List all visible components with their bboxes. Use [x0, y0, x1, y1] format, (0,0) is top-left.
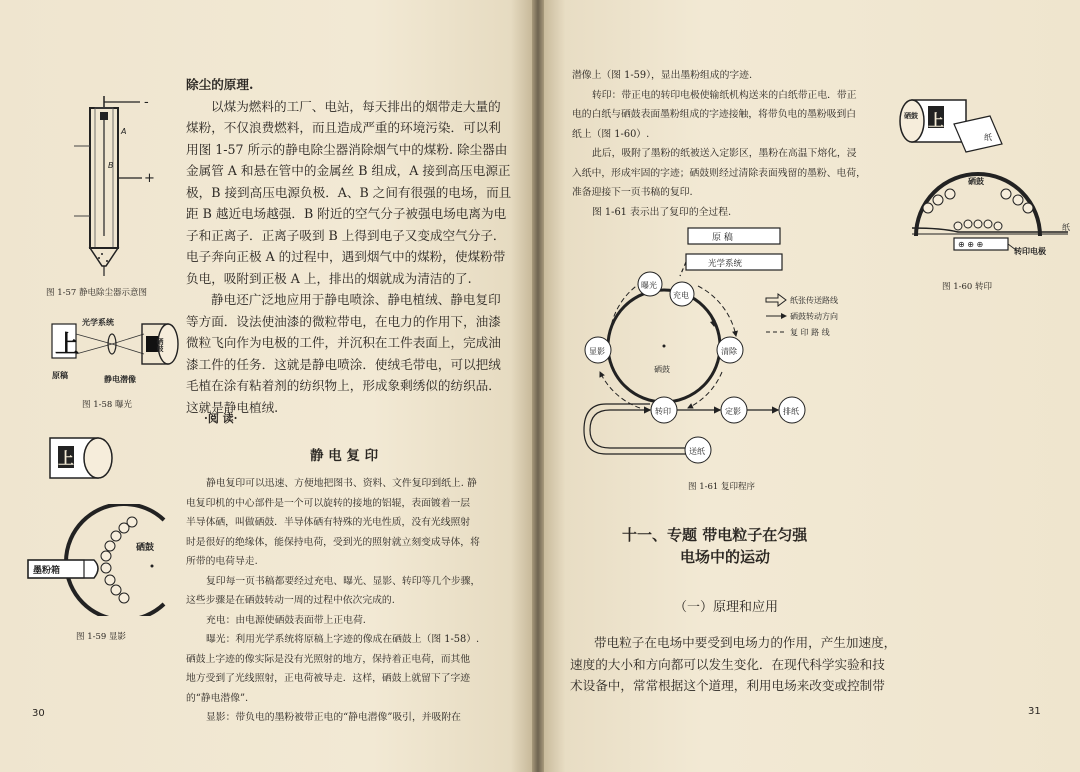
right-line: 潜像上（图 1-59），显出墨粉组成的字迹. [572, 70, 753, 81]
figure-1-60-transfer-diagram [898, 86, 1074, 282]
section-title-line2: 电场中的运动 [680, 548, 771, 566]
fig57-minus-label: - [144, 95, 149, 110]
intro-line: 微粒飞向作为电极的工件，并沉积在工件表面上，完成油 [186, 335, 501, 350]
fig58-drum-label: 硒鼓 [156, 338, 164, 352]
fig59-toner-label: 墨粉箱 [33, 566, 61, 576]
body-line: 带电粒子在电场中要受到电场力的作用，产生加速度， [594, 635, 897, 650]
subsection-title: （一）原理和应用 [674, 600, 779, 615]
right-page [544, 0, 1080, 772]
svg-text:⊕ ⊕ ⊕: ⊕ ⊕ ⊕ [958, 240, 984, 249]
fig60-caption: 图 1-60 转印 [942, 282, 993, 292]
figure-1-57-precipitator-diagram [44, 86, 174, 282]
reading-title: 静 电 复 印 [310, 448, 379, 464]
box-optics: 光学系统 [708, 259, 743, 269]
figure-1-61-copy-process-diagram [580, 222, 906, 480]
figure-1-59-developing-diagram [24, 504, 180, 616]
fig58-caption: 图 1-58 曝光 [82, 400, 133, 410]
intro-line: 毛植在涂有粘着剂的纺织物上，形成象剩绣似的纺织品． [186, 378, 501, 393]
page-number-right: 31 [1028, 706, 1041, 717]
fig61-caption: 图 1-61 复印程序 [688, 482, 756, 492]
intro-line: 负电，吸附到正极 A 上，排出的烟就成为清洁的了. [186, 270, 472, 286]
fig60-drum-label: 硒鼓 [968, 177, 984, 186]
fig60-paper-top-label: 纸 [984, 133, 992, 142]
right-line: 此后，吸附了墨粉的纸被送入定影区，墨粉在高温下熔化，浸 [592, 148, 857, 159]
reading-line: 时是很好的绝缘体，能保持电荷，受到光的照射就立刻变成导体，将 [186, 536, 480, 548]
reading-text-block [186, 474, 516, 728]
legend-copy-route: 复 印 路 线 [790, 328, 830, 337]
fig57-label-b: B [108, 161, 114, 170]
fig60-electrode-label: 转印电极 [1014, 247, 1046, 256]
reading-line: 地方受到了光线照射，正电荷被导走．这样，硒鼓上就留下了字迹 [186, 673, 471, 684]
fig58-glyph: 上 [55, 330, 79, 358]
intro-line: 煤粉，不仅浪费燃料，而且造成严重的环境污染．可以利 [186, 120, 501, 135]
fig58-optics-label: 光学系统 [82, 318, 114, 327]
node-fix: 定影 [725, 407, 741, 416]
node-charge: 充电 [673, 291, 689, 300]
reading-line: 的“静电潜像”. [186, 692, 249, 704]
intro-line: 除尘的原理. [186, 77, 254, 92]
legend-paper-path: 纸张传送路线 [790, 296, 838, 305]
right-text-block [572, 66, 912, 222]
fig58-latent-label: 静电潜像 [104, 375, 136, 384]
figure-1-58-exposure-diagram [48, 316, 180, 392]
book-gutter [532, 0, 544, 772]
reading-line: 显影：带负电的墨粉被带正电的“静电潜像”吸引，并吸附在 [206, 712, 461, 723]
reading-line: 复印每一页书稿都要经过充电、曝光、显影、转印等几个步骤， [206, 575, 481, 587]
reading-line: 充电：由电源使硒鼓表面带上正电荷. [206, 614, 366, 626]
reading-line: 曝光：利用光学系统将原稿上字迹的像成在硒鼓上（图 1-58）. [206, 634, 480, 645]
intro-line: 静电还广泛地应用于静电喷涂、静电植绒、静电复印 [211, 292, 501, 307]
intro-line: 这就是静电植绒. [186, 399, 279, 415]
reading-line: 静电复印可以迅速、方便地把图书、资料、文件复印到纸上. 静 [206, 478, 477, 489]
intro-line: 电子奔向正极 A 的过程中，遇到烟气中的煤粉，使煤粉带 [186, 249, 506, 264]
section-title-line1: 十一、专题 带电粒子在匀强 [622, 526, 808, 544]
node-exit: 排纸 [783, 407, 799, 416]
intro-line: 以煤为燃料的工厂、电站，每天排出的烟带走大量的 [211, 98, 501, 114]
reading-line: 硒鼓上字迹的像实际是没有光照射的地方，保持着正电荷，而其他 [186, 653, 471, 665]
fig57-plus-label: + [144, 171, 155, 186]
intro-line: 金属管 A 和悬在管中的金属丝 B 组成，A 接到高压电源正 [186, 163, 511, 178]
right-line: 准备迎接下一页书稿的复印. [572, 187, 693, 198]
fig59-glyph-small: 上 [58, 449, 75, 468]
body-line: 术设备中，常常根据这个道理，利用电场来改变或控制带 [570, 678, 885, 693]
body-text-block [570, 632, 920, 697]
node-expose: 曝光 [641, 281, 657, 290]
intro-line: 距 B 越近电场越强．B 附近的空气分子被强电场电离为电 [186, 206, 507, 221]
fig57-caption: 图 1-57 静电除尘器示意图 [46, 288, 148, 298]
right-line: 电的白纸与硒鼓表面墨粉组成的字迹接触，将带负电的墨粉吸到白 [572, 109, 857, 120]
intro-line: 子和正离子．正离子吸到 B 上得到电子又变成空气分子． [186, 227, 506, 243]
right-line: 转印：带正电的转印电极使输纸机构送来的白纸带正电．带正 [592, 89, 857, 101]
fig59-caption: 图 1-59 显影 [76, 632, 127, 642]
right-line: 纸上（图 1-60）. [572, 128, 650, 140]
intro-line: 等方面．设法使油漆的微粒带电，在电力的作用下，油漆 [186, 313, 501, 329]
right-line: 入纸中，形成牢固的字迹；硒鼓则经过清除表面残留的墨粉、电荷， [572, 167, 866, 179]
box-original: 原 稿 [712, 233, 733, 243]
node-clean: 清除 [721, 347, 737, 356]
fig60-drum-top-label: 硒鼓 [904, 112, 918, 120]
intro-line: 漆工件的任务．这就是静电喷涂．使绒毛带电，可以把绒 [186, 356, 501, 372]
node-feed: 送纸 [689, 447, 705, 456]
left-page [0, 0, 532, 772]
fig58-original-label: 原稿 [52, 371, 68, 380]
node-transfer: 转印 [655, 407, 671, 416]
intro-line: 用图 1-57 所示的静电除尘器消除烟气中的煤粉. 除尘器由 [186, 141, 508, 157]
node-develop: 显影 [589, 347, 605, 356]
fig59-drum-label: 硒鼓 [136, 543, 155, 553]
body-line: 速度的大小和方向都可以发生变化．在现代科学实验和技 [570, 656, 885, 672]
fig57-label-a: A [121, 127, 127, 136]
reading-line: 电复印机的中心部件是一个可以旋转的接地的铝辊，表面镀着一层 [186, 497, 471, 509]
reading-label: ·阅 读· [204, 412, 238, 425]
reading-line: 所带的电荷导走. [186, 556, 258, 567]
reading-line: 这些步骤是在硒鼓转动一周的过程中依次完成的. [186, 595, 395, 606]
legend-drum-rotation: 硒鼓转动方向 [790, 312, 838, 321]
reading-line: 半导体硒，叫做硒鼓．半导体硒有特殊的光电性质，没有光线照射 [186, 517, 471, 528]
page-number-left: 30 [32, 708, 45, 719]
drum-image-icon [44, 428, 120, 490]
fig60-glyph: 上 [928, 111, 945, 130]
intro-text-block [186, 74, 516, 418]
intro-line: 极，B 接到高压电源负极．A、B 之间有很强的电场，而且 [186, 184, 512, 200]
right-line: 图 1-61 表示出了复印的全过程. [592, 206, 732, 218]
fig60-paper-label: 纸 [1062, 223, 1070, 232]
drum-center-label: 硒鼓 [654, 365, 670, 374]
